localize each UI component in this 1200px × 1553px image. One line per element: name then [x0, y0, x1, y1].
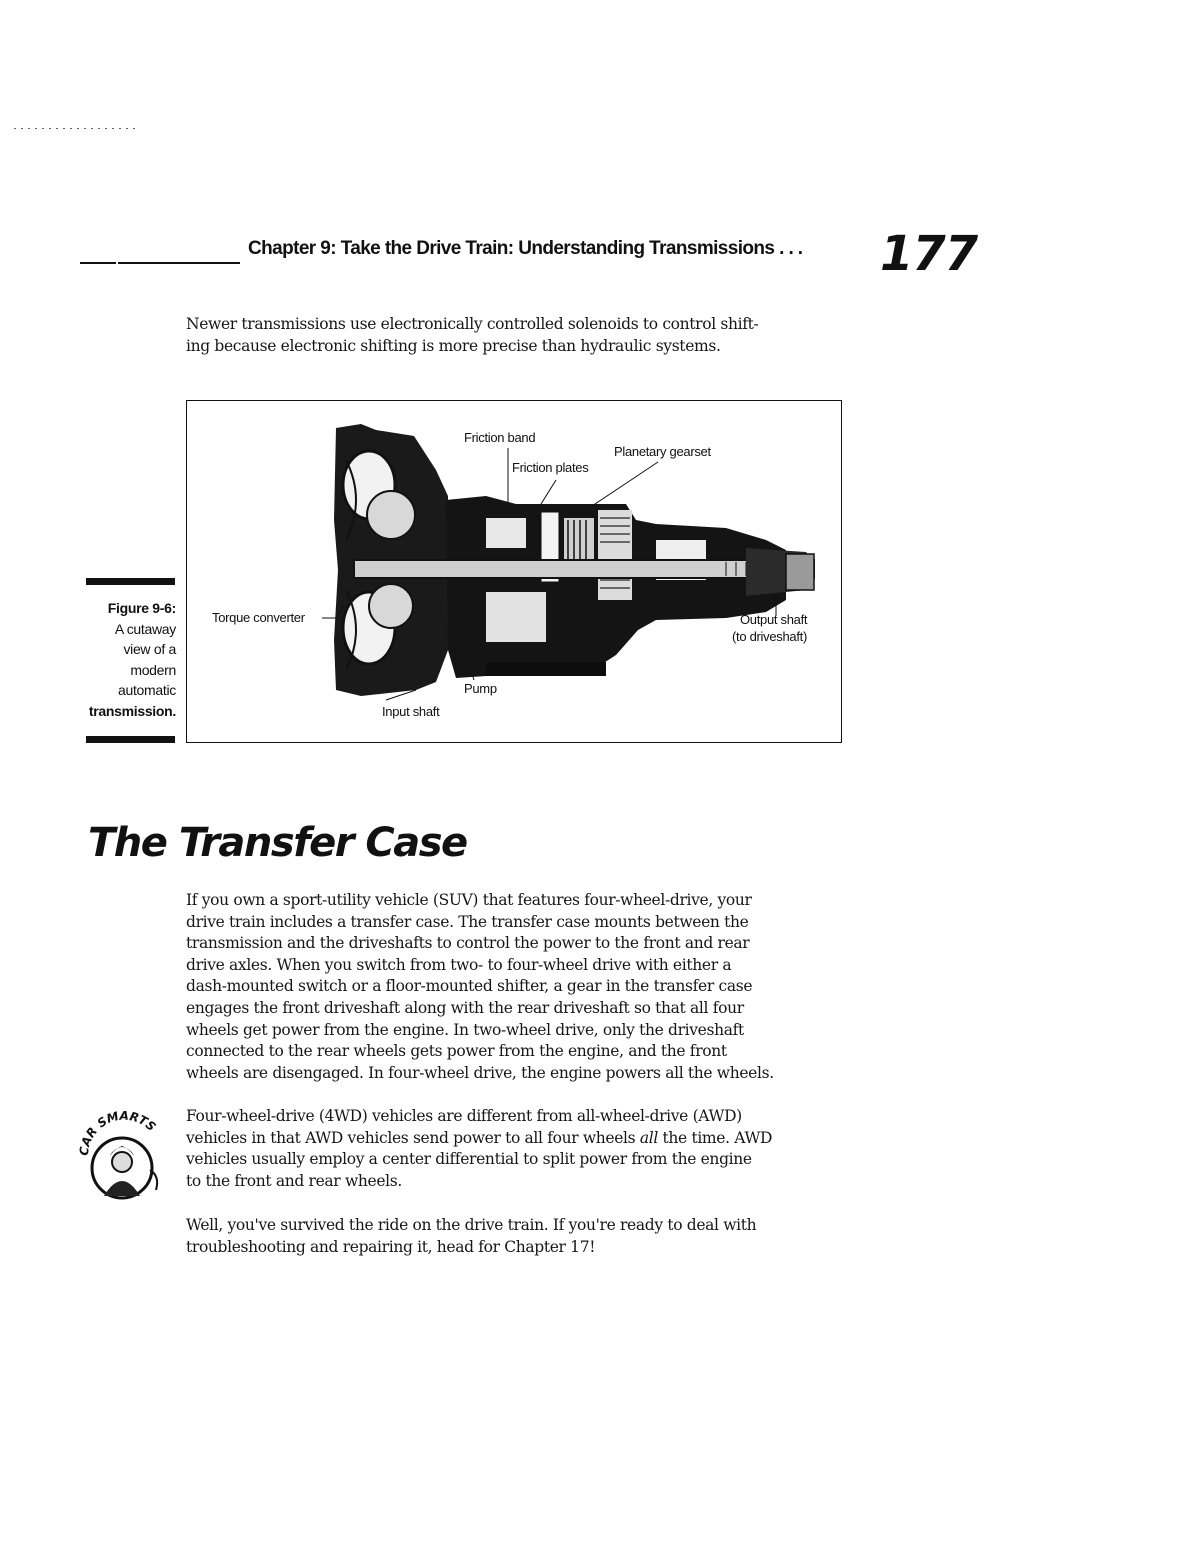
text-line: vehicles usually employ a center differential to split power from the engine	[186, 1150, 752, 1169]
caption-bar-top	[86, 578, 175, 585]
figure-caption	[70, 598, 176, 721]
text-line: If you own a sport-utility vehicle (SUV) that features four-wheel-drive, your	[186, 891, 752, 909]
text-line: drive train includes a transfer case. The transfer case mounts between the	[186, 912, 749, 931]
transfer-case-paragraph	[186, 890, 846, 1084]
text-line: troubleshooting and repairing it, head for Chapter 17!	[186, 1237, 596, 1256]
car-smarts-icon	[70, 1104, 174, 1208]
transmission-cutaway-illustration	[186, 400, 842, 743]
caption-line: A cutaway	[114, 620, 176, 637]
callout-friction-band: Friction band	[464, 430, 536, 445]
callout-torque-converter: Torque converter	[212, 610, 305, 625]
callout-input-shaft: Input shaft	[382, 704, 440, 719]
text-line: dash-mounted switch or a floor-mounted shifter, a gear in the transfer case	[186, 977, 753, 996]
scan-speck	[14, 128, 140, 129]
page-number: 177	[880, 226, 978, 282]
closing-paragraph	[186, 1215, 846, 1258]
tip-paragraph	[186, 1106, 846, 1192]
header-rule-short	[80, 262, 116, 264]
icon-lettering: CAR SMARTS	[76, 1108, 159, 1157]
text-line: drive axles. When you switch from two- to four-wheel drive with either a	[186, 955, 732, 974]
caption-bar-bottom	[86, 736, 175, 743]
text-line: Newer transmissions use electronically controlled solenoids to control shift-	[186, 315, 759, 333]
text-line	[186, 1128, 846, 1150]
callout-planetary-gearset: Planetary gearset	[614, 444, 711, 459]
callout-friction-plates: Friction plates	[512, 460, 589, 475]
section-heading: The Transfer Case	[88, 820, 467, 866]
text-line: transmission and the driveshafts to control the power to the front and rear	[186, 934, 750, 953]
text-line: Four-wheel-drive (4WD) vehicles are different from all-wheel-drive (AWD)	[186, 1107, 742, 1125]
header-rule	[118, 262, 240, 264]
text-fragment: vehicles in that AWD vehicles send power to all four wheels	[186, 1128, 640, 1147]
callout-output-shaft: Output shaft	[740, 612, 808, 627]
text-line: wheels get power from the engine. In two-wheel drive, only the driveshaft	[186, 1020, 744, 1039]
callout-pump: Pump	[464, 681, 497, 696]
text-line: connected to the rear wheels gets power from the engine, and the front	[186, 1042, 727, 1061]
caption-line: automatic	[118, 682, 176, 698]
text-line: ing because electronic shifting is more precise than hydraulic systems.	[186, 336, 721, 355]
caption-line: modern	[130, 661, 176, 678]
running-head: Chapter 9: Take the Drive Train: Understanding Transmissions . . .	[248, 238, 803, 259]
text-fragment: the time. AWD	[657, 1128, 773, 1147]
text-line: to the front and rear wheels.	[186, 1171, 402, 1190]
emphasis-text: all	[639, 1128, 658, 1147]
text-line: engages the front driveshaft along with the rear driveshaft so that all four	[186, 998, 744, 1017]
callout-output-shaft-note: (to driveshaft)	[732, 629, 807, 644]
text-line: Well, you've survived the ride on the drive train. If you're ready to deal with	[186, 1216, 757, 1234]
intro-paragraph	[186, 314, 846, 357]
caption-line: transmission.	[88, 702, 176, 719]
text-line: wheels are disengaged. In four-wheel drive, the engine powers all the wheels.	[186, 1063, 774, 1082]
figure-number: Figure 9-6:	[107, 600, 176, 616]
caption-line: view of a	[123, 641, 176, 657]
